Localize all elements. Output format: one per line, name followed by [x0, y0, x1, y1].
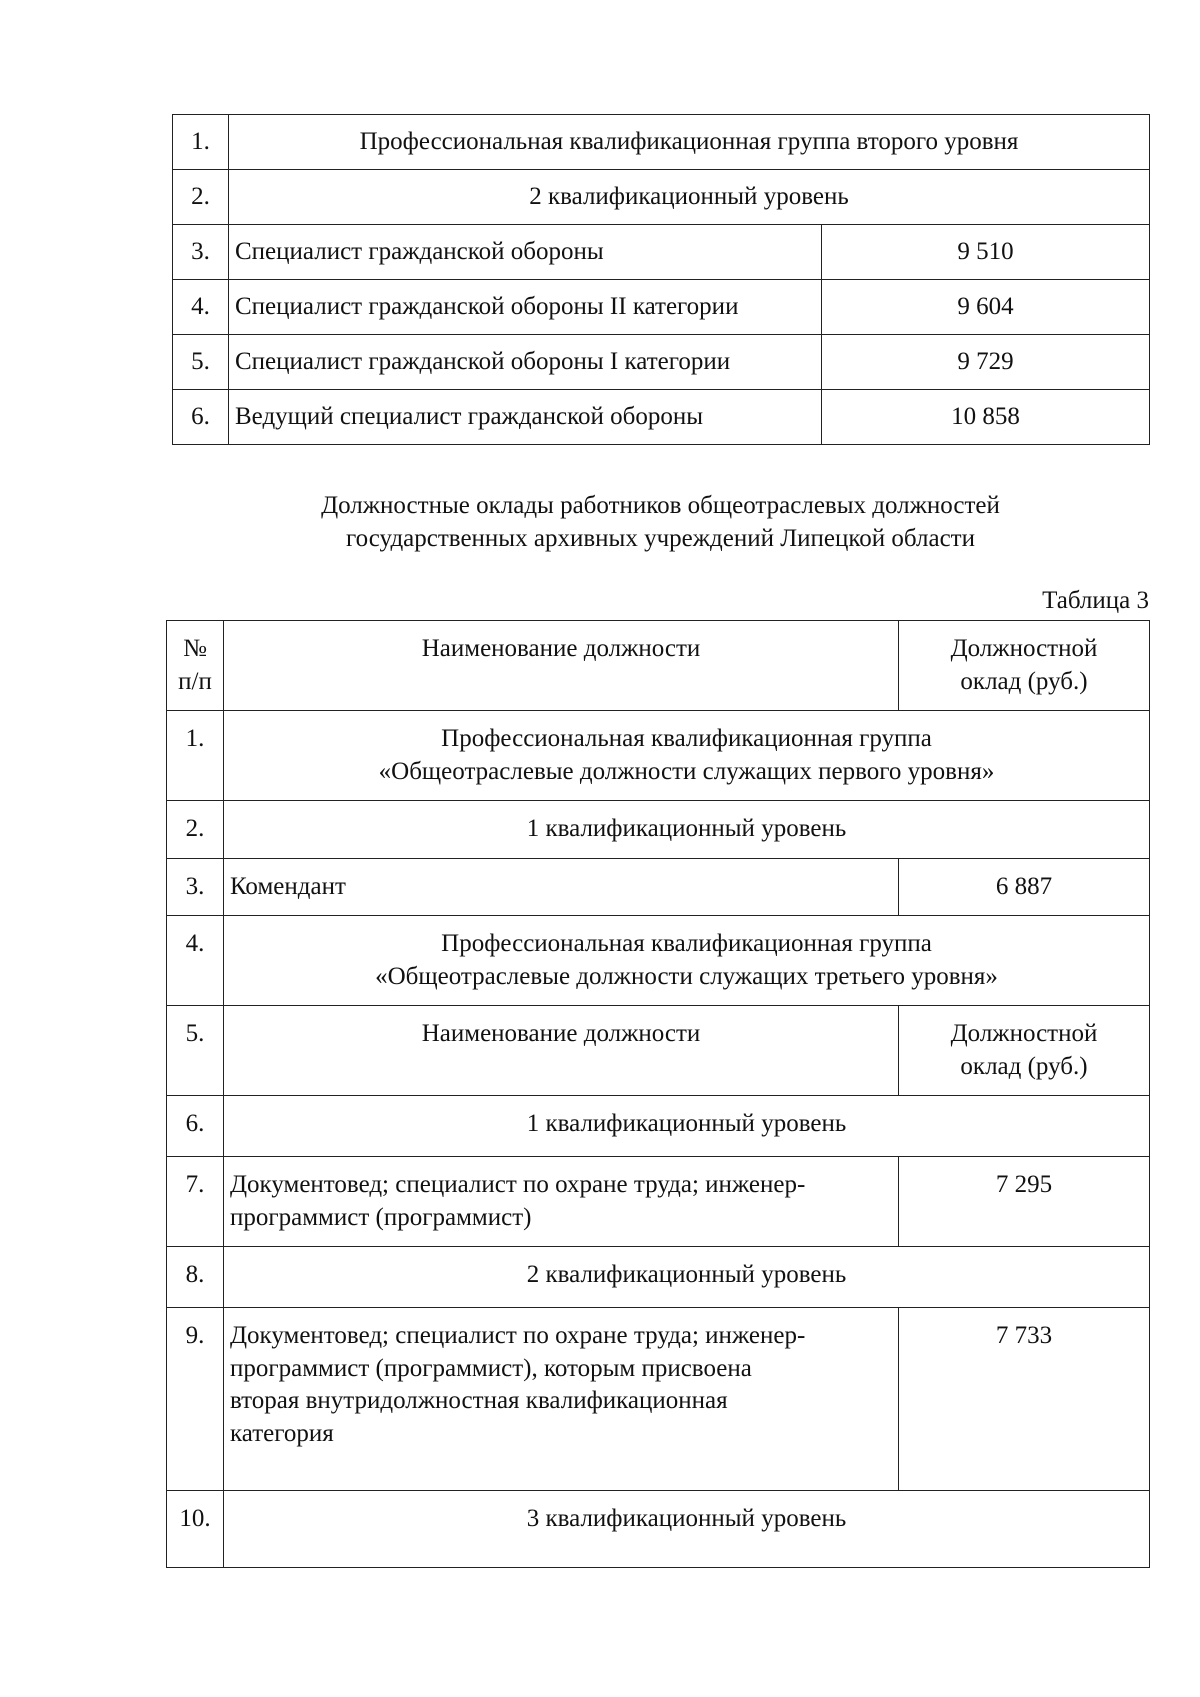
table-row — [167, 1006, 1150, 1096]
row-number: 8. — [167, 1247, 224, 1308]
salary-value: 7 733 — [899, 1308, 1150, 1491]
table-label: Таблица 3 — [1042, 587, 1149, 614]
header-salary-line: оклад (руб.) — [960, 667, 1088, 695]
position-name — [224, 1157, 899, 1247]
level-title: 2 квалификационный уровень — [229, 170, 1150, 225]
position-name: Комендант — [224, 858, 899, 916]
level-title: 1 квалификационный уровень — [224, 1096, 1150, 1157]
row-number: 10. — [167, 1491, 224, 1568]
table-row — [167, 711, 1150, 801]
civil-defense-salary-table — [172, 114, 1150, 445]
salary-header-line: оклад (руб.) — [960, 1052, 1088, 1080]
row-number: 3. — [167, 858, 224, 916]
header-salary — [899, 621, 1150, 711]
section-caption — [172, 490, 1149, 555]
position-name-line: категория — [230, 1419, 334, 1447]
salary-value: 9 510 — [822, 225, 1150, 280]
salary-header-line: Должностной — [950, 1020, 1098, 1047]
table-row — [167, 1247, 1150, 1308]
caption-line: государственных архивных учреждений Липецкой области — [346, 524, 975, 552]
row-number: 6. — [167, 1096, 224, 1157]
position-name — [224, 1308, 899, 1491]
group-title-line: «Общеотраслевые должности служащих первого уровня» — [378, 757, 995, 785]
position-name-line: Документовед; специалист по охране труда; инженер- — [230, 1171, 806, 1198]
header-salary-line: Должностной — [950, 635, 1098, 662]
table-row — [167, 858, 1150, 916]
table-row — [173, 225, 1150, 280]
row-number: 5. — [167, 1006, 224, 1096]
position-name: Специалист гражданской обороны — [229, 225, 822, 280]
row-number: 3. — [173, 225, 229, 280]
salary-value: 6 887 — [899, 858, 1150, 916]
table-row — [167, 801, 1150, 859]
position-name: Специалист гражданской обороны II категории — [229, 280, 822, 335]
position-name-line: вторая внутридолжностная квалификационная — [230, 1387, 728, 1414]
group-title — [224, 916, 1150, 1006]
level-title: 1 квалификационный уровень — [224, 801, 1150, 859]
row-number: 9. — [167, 1308, 224, 1491]
header-number — [167, 621, 224, 711]
header-number-line: п/п — [178, 667, 212, 695]
row-number: 1. — [173, 115, 229, 170]
position-name: Наименование должности — [224, 1006, 899, 1096]
row-number: 4. — [173, 280, 229, 335]
group-title — [224, 711, 1150, 801]
archive-salary-table — [166, 620, 1150, 1568]
group-title-line: Профессиональная квалификационная группа — [441, 930, 932, 957]
table-row — [173, 115, 1150, 170]
header-number-line: № — [183, 635, 207, 662]
position-name: Ведущий специалист гражданской обороны — [229, 390, 822, 445]
salary-value: 10 858 — [822, 390, 1150, 445]
table-row — [167, 1157, 1150, 1247]
salary-value: 9 729 — [822, 335, 1150, 390]
position-name-line: программист (программист), которым присвоена — [230, 1354, 752, 1382]
table-row — [167, 1491, 1150, 1568]
group-title-line: «Общеотраслевые должности служащих третьего уровня» — [375, 962, 998, 990]
level-title: 2 квалификационный уровень — [224, 1247, 1150, 1308]
table-row — [167, 1308, 1150, 1491]
level-title: 3 квалификационный уровень — [224, 1491, 1150, 1568]
position-name: Специалист гражданской обороны I категории — [229, 335, 822, 390]
table-row — [167, 916, 1150, 1006]
group-title-line: Профессиональная квалификационная группа — [441, 725, 932, 752]
table-row — [173, 390, 1150, 445]
caption-line: Должностные оклады работников общеотраслевых должностей — [321, 492, 1000, 519]
table-row — [173, 335, 1150, 390]
row-number: 1. — [167, 711, 224, 801]
position-name-line: Документовед; специалист по охране труда; инженер- — [230, 1322, 806, 1349]
salary-value: 7 295 — [899, 1157, 1150, 1247]
salary-header — [899, 1006, 1150, 1096]
row-number: 5. — [173, 335, 229, 390]
header-position: Наименование должности — [224, 621, 899, 711]
table-row — [167, 1096, 1150, 1157]
table-header-row — [167, 621, 1150, 711]
row-number: 4. — [167, 916, 224, 1006]
table-row — [173, 280, 1150, 335]
row-number: 2. — [173, 170, 229, 225]
row-number: 6. — [173, 390, 229, 445]
salary-value: 9 604 — [822, 280, 1150, 335]
row-number: 7. — [167, 1157, 224, 1247]
group-title: Профессиональная квалификационная группа второго уровня — [229, 115, 1150, 170]
table-row — [173, 170, 1150, 225]
position-name-line: программист (программист) — [230, 1203, 532, 1231]
row-number: 2. — [167, 801, 224, 859]
